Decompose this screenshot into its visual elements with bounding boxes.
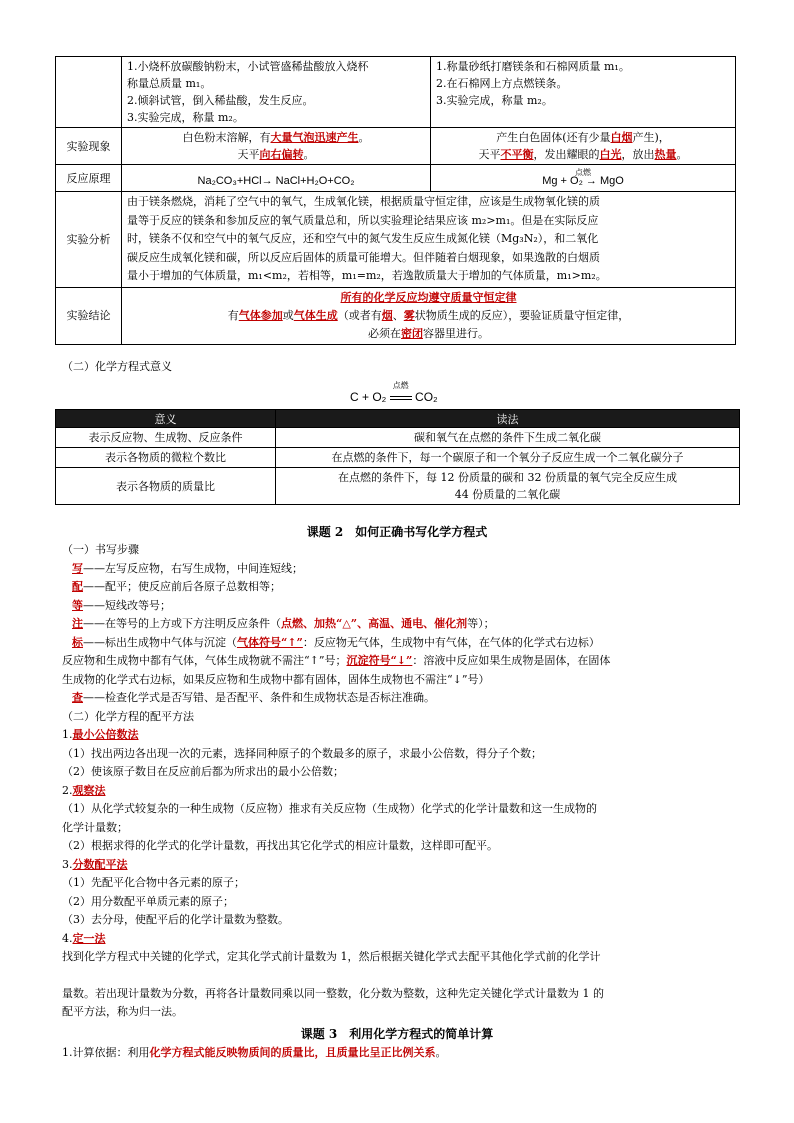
step-text: ——短线改等号； bbox=[83, 598, 171, 612]
method-num: 1. bbox=[62, 728, 73, 741]
step-text: 反应物和生成物中都有气体，气体生成物就不需注“↑”号； bbox=[62, 654, 347, 667]
obs-right-end: 产生)， bbox=[632, 131, 670, 144]
formula-left: C + O₂ bbox=[350, 390, 387, 404]
method3-heading bbox=[62, 856, 742, 875]
method4-line: 量数。若出现计量数为分数，再将各计量数同乘以同一整数，化分数为整数，这种先定关键化学式计量数为 1 的 bbox=[62, 986, 604, 1000]
meaning-cell: 表示各物质的质量比 bbox=[56, 468, 276, 505]
step-mark bbox=[62, 634, 742, 653]
method-title: 分数配平法 bbox=[72, 857, 128, 871]
reading-cell bbox=[276, 468, 740, 505]
procedure-left-line: 3.实验完成，称量 m₂。 bbox=[127, 111, 244, 124]
method-title: 最小公倍数法 bbox=[72, 728, 139, 741]
step-text: ：溶液中反应如果生成物是固体，在固体 bbox=[412, 654, 611, 667]
conclusion-highlight: 气体参加 bbox=[238, 308, 283, 322]
meaning-cell: 表示反应物、生成物、反应条件 bbox=[56, 428, 276, 448]
obs-left-end: 。 bbox=[358, 131, 370, 144]
step-text: ——标出生成物中气体与沉淀（ bbox=[83, 635, 237, 649]
table-row bbox=[56, 468, 740, 505]
method3-line: （2）用分数配平单质元素的原子； bbox=[62, 894, 234, 908]
conclusion-highlight: 密闭 bbox=[401, 326, 423, 340]
method3-line: （3）去分母，使配平后的化学计量数为整数。 bbox=[62, 913, 289, 926]
carbon-combustion-formula bbox=[350, 381, 438, 404]
step-key: 查 bbox=[72, 691, 83, 704]
conclusion-text: 状物质生成的反应），要验证质量守恒定律， bbox=[414, 308, 630, 322]
lesson2-sec2-heading: （二）化学方程的配平方法 bbox=[62, 709, 194, 723]
obs-right-text: 天平 bbox=[478, 148, 501, 161]
step-key: 写 bbox=[72, 561, 83, 575]
method1-line: （1）找出两边各出现一次的元素，选择同种原子的个数最多的原子，求最小公倍数，得分子个数； bbox=[62, 746, 542, 760]
method4-line: 找到化学方程式中关键的化学式，定其化学式前计量数为 1，然后根据关键化学式去配平其他化学式前的化学计 bbox=[62, 950, 601, 963]
obs-right-text: ，发出耀眼的 bbox=[533, 148, 600, 161]
analysis-cell bbox=[122, 192, 736, 288]
step-key: 等 bbox=[72, 598, 83, 612]
obs-right-highlight: 热量 bbox=[654, 148, 677, 161]
method4-heading bbox=[62, 930, 742, 949]
step-highlight: 点燃、加热“△”、高温、通电、催化剂 bbox=[281, 617, 468, 630]
table-row bbox=[56, 448, 740, 468]
reading-cell: 在点燃的条件下，每一个碳原子和一个氧分子反应生成一个二氧化碳分子 bbox=[276, 448, 740, 468]
principle-right: Mg + O₂ → MgO bbox=[542, 175, 624, 187]
formula-condition: 点燃 bbox=[392, 381, 409, 390]
analysis-row bbox=[56, 192, 736, 288]
step-balance bbox=[62, 578, 742, 597]
conclusion-cell bbox=[122, 287, 736, 344]
reading-header: 读法 bbox=[276, 410, 740, 428]
analysis-line: 由于镁条燃烧，消耗了空气中的氧气，生成氧化镁，根据质量守恒定律，应该是生成物氧化镁的质 bbox=[127, 195, 600, 208]
step-text: ：反应物无气体，生成物中有气体，在气体的化学式右边标） bbox=[302, 635, 600, 649]
step-check bbox=[62, 689, 742, 708]
step-key: 标 bbox=[72, 635, 83, 649]
conclusion-text: 容器里进行。 bbox=[423, 326, 489, 340]
meaning-header: 意义 bbox=[56, 410, 276, 428]
obs-right-end: 。 bbox=[676, 148, 688, 161]
method2-line: （1）从化学式较复杂的一种生成物（反应物）推求有关反应物（生成物）化学式的化学计量数和这一生成物的 bbox=[62, 802, 597, 815]
step-text: ——检查化学式是否写错、是否配平、条件和生成物状态是否标注准确。 bbox=[83, 691, 435, 704]
method-num: 2. bbox=[62, 783, 73, 797]
reading-line: 44 份质量的二氧化碳 bbox=[454, 488, 561, 501]
principle-left: Na₂CO₃+HCl→ NaCl+H₂O+CO₂ bbox=[122, 165, 431, 192]
observation-left-cell bbox=[122, 128, 431, 165]
obs-right-highlight: 不平衡 bbox=[500, 148, 534, 161]
step-note bbox=[62, 615, 742, 634]
step-text: 等）； bbox=[467, 617, 495, 630]
step-text: ——左写反应物，右写生成物，中间连短线； bbox=[83, 561, 303, 575]
conclusion-highlight: 所有的化学反应均遵守质量守恒定律 bbox=[340, 290, 517, 304]
obs-left-text: 天平 bbox=[237, 148, 260, 161]
step-mark-cont: 生成物的化学式右边标，如果反应物和生成物中都有固体，固体生成物也不需注“↓”号） bbox=[62, 672, 490, 686]
observation-label: 实验现象 bbox=[56, 128, 122, 165]
procedure-right-cell bbox=[431, 57, 736, 128]
obs-left-highlight: 向右偏转 bbox=[259, 148, 304, 161]
procedure-row bbox=[56, 57, 736, 128]
obs-right-text: 产生白色固体(还有少量 bbox=[496, 131, 611, 144]
step-write bbox=[62, 560, 742, 579]
experiment-table bbox=[55, 56, 736, 345]
method-num: 4. bbox=[62, 931, 73, 945]
conclusion-text: 、 bbox=[392, 308, 404, 322]
meaning-cell: 表示各物质的微粒个数比 bbox=[56, 448, 276, 468]
procedure-left-line: 2.倾斜试管，倒入稀盐酸，发生反应。 bbox=[127, 94, 314, 107]
procedure-left-line: 称量总质量 m₁。 bbox=[127, 77, 212, 90]
conclusion-text: 有 bbox=[227, 308, 239, 322]
conclusion-highlight: 烟 bbox=[381, 308, 393, 322]
step-text: ——在等号的上方或下方注明反应条件（ bbox=[83, 617, 281, 630]
basis-highlight: 化学方程式能反映物质间的质量比，且质量比呈正比例关系 bbox=[149, 1046, 436, 1059]
conclusion-text: 或 bbox=[282, 308, 294, 322]
conclusion-highlight: 雾 bbox=[403, 308, 415, 322]
basis-text: 。 bbox=[435, 1046, 447, 1059]
meaning-table bbox=[55, 409, 740, 505]
principle-right-cell bbox=[431, 165, 736, 192]
obs-right-highlight: 白烟 bbox=[610, 131, 633, 144]
calc-basis bbox=[62, 1044, 742, 1063]
obs-left-highlight: 大量气泡迅速产生 bbox=[270, 131, 359, 144]
meaning-header-row bbox=[56, 410, 740, 428]
method2-line: （2）根据求得的化学式的化学计量数，再找出其它化学式的相应计量数，这样即可配平。 bbox=[62, 839, 498, 852]
lesson2-sec1-heading: （一）书写步骤 bbox=[62, 543, 139, 556]
conclusion-text: （或者有 bbox=[337, 308, 382, 322]
lesson3-title: 课题 3 利用化学方程式的简单计算 bbox=[300, 1027, 494, 1041]
procedure-left-line: 1.小烧杯放碳酸钠粉末，小试管盛稀盐酸放入烧杯 bbox=[127, 60, 369, 73]
lesson2-body bbox=[62, 541, 742, 1022]
table-row bbox=[56, 428, 740, 448]
analysis-line: 量小于增加的气体质量，m₁<m₂，若相等，m₁=m₂，若逸散质量大于增加的气体质量，m₁>m₂。 bbox=[127, 269, 607, 283]
section-heading-meaning: （二）化学方程式意义 bbox=[62, 360, 172, 373]
observation-row bbox=[56, 128, 736, 165]
conclusion-label: 实验结论 bbox=[56, 287, 122, 344]
step-mark-cont bbox=[62, 652, 742, 671]
obs-left-end: 。 bbox=[303, 148, 315, 161]
obs-right-highlight: 白光 bbox=[599, 148, 622, 161]
method4-line: 配平方法，称为归一法。 bbox=[62, 1005, 183, 1018]
method2-line: 化学计量数； bbox=[62, 820, 128, 834]
principle-row bbox=[56, 165, 736, 192]
analysis-line: 时，镁条不仅和空气中的氧气反应，还和空气中的氮气发生反应生成氮化镁（Mg₃N₂），和二氧化 bbox=[127, 232, 599, 246]
lesson3-body bbox=[62, 1044, 742, 1063]
step-equals bbox=[62, 597, 742, 616]
procedure-right-line: 2.在石棉网上方点燃镁条。 bbox=[436, 77, 568, 90]
obs-right-text: ，放出 bbox=[621, 148, 655, 161]
conclusion-highlight: 气体生成 bbox=[293, 308, 338, 322]
conclusion-text: 必须在 bbox=[368, 326, 401, 340]
principle-label: 反应原理 bbox=[56, 165, 122, 192]
formula-right: CO₂ bbox=[415, 390, 438, 404]
step-key: 配 bbox=[72, 580, 83, 593]
method3-line: （1）先配平化合物中各元素的原子； bbox=[62, 876, 245, 889]
method1-line: （2）使该原子数目在反应前后都为所求出的最小公倍数； bbox=[62, 765, 344, 778]
method1-heading bbox=[62, 726, 742, 745]
method-num: 3. bbox=[62, 857, 73, 871]
procedure-left-cell bbox=[122, 57, 431, 128]
analysis-label: 实验分析 bbox=[56, 192, 122, 288]
basis-text: 1.计算依据：利用 bbox=[62, 1046, 150, 1059]
obs-left-text: 白色粉末溶解，有 bbox=[182, 131, 271, 144]
step-key: 注 bbox=[72, 617, 83, 630]
double-equals-sign bbox=[390, 396, 412, 400]
reading-line: 在点燃的条件下，每 12 份质量的碳和 32 份质量的氧气完全反应生成 bbox=[338, 471, 677, 484]
procedure-right-line: 1.称量砂纸打磨镁条和石棉网质量 m₁。 bbox=[436, 60, 630, 73]
method2-heading bbox=[62, 782, 742, 801]
reading-cell: 碳和氧气在点燃的条件下生成二氧化碳 bbox=[276, 428, 740, 448]
method-title: 观察法 bbox=[72, 783, 106, 797]
step-highlight: 气体符号“↑” bbox=[237, 635, 303, 649]
observation-right-cell bbox=[431, 128, 736, 165]
analysis-line: 量等于反应的镁条和参加反应的氧气质量总和，所以实验理论结果应该 m₂>m₁。但是在实际反应 bbox=[127, 213, 599, 227]
principle-condition: 点燃 bbox=[575, 168, 591, 177]
procedure-label-cell bbox=[56, 57, 122, 128]
step-text: ——配平；使反应前后各原子总数相等； bbox=[83, 580, 281, 593]
conclusion-row bbox=[56, 287, 736, 344]
step-highlight: 沉淀符号“↓” bbox=[346, 654, 413, 667]
analysis-line: 碳反应生成氧化镁和碳，所以反应后固体的质量可能增大。但伴随着白烟现象，如果逸散的白烟质 bbox=[127, 250, 600, 264]
procedure-right-line: 3.实验完成，称量 m₂。 bbox=[436, 94, 553, 107]
lesson2-title: 课题 2 如何正确书写化学方程式 bbox=[306, 525, 488, 539]
method-title: 定一法 bbox=[72, 931, 106, 945]
